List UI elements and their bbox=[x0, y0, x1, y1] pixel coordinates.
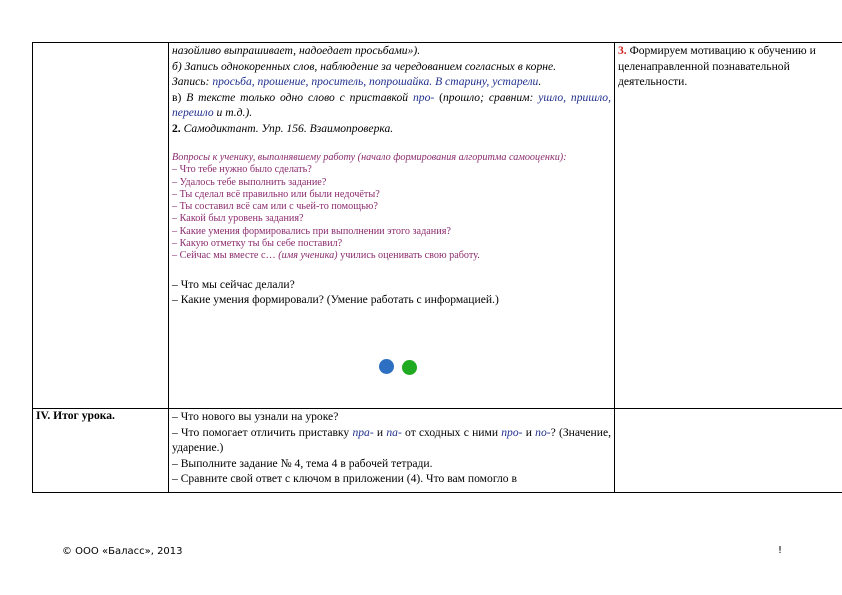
item-v: в) В тексте только одно слово с приставкой про- (прошло; сравним: ушло, пришло, перешло и т.д.). bbox=[172, 90, 611, 119]
list-item: – Ты составил всё сам или с чьей-то помощью? bbox=[172, 201, 378, 213]
summary-line-4: – Сравните свой ответ с ключом в приложении (4). Что вам помогло в bbox=[172, 472, 517, 485]
page-number: ! bbox=[778, 545, 783, 556]
stage-cell: IV. Итог урока. bbox=[33, 409, 169, 493]
list-item: – Какой был уровень задания? bbox=[172, 213, 304, 225]
green-circle-icon bbox=[402, 360, 417, 375]
item-b: б) Запись однокоренных слов, наблюдение за чередованием согласных в корне. bbox=[172, 59, 557, 73]
summary-line-1: – Что нового вы узнали на уроке? bbox=[172, 410, 339, 423]
activity-cell bbox=[169, 43, 615, 409]
table-row bbox=[33, 409, 842, 493]
goal-cell bbox=[615, 43, 842, 409]
summary-cell bbox=[169, 409, 615, 493]
list-item: – Ты сделал всё правильно или были недочёты? bbox=[172, 188, 380, 200]
list-item: – Какую отметку ты бы себе поставил? bbox=[172, 238, 343, 250]
record-line: Запись: просьба, прошение, проситель, попрошайка. В старину, устарели. bbox=[172, 75, 542, 88]
line-1: назойливо выпрашивает, надоедает просьбами»). bbox=[172, 44, 421, 57]
summary-line-3: – Выполните задание № 4, тема 4 в рабочей тетради. bbox=[172, 456, 433, 470]
after-question-2: – Какие умения формировали? (Умение работать с информацией.) bbox=[172, 293, 499, 307]
record-words: просьба, прошение, проситель, попрошайка. В старину, устарели bbox=[212, 75, 539, 88]
list-item: – Что тебе нужно было сделать? bbox=[172, 164, 312, 176]
table-row bbox=[33, 43, 842, 409]
questions-list bbox=[172, 164, 611, 262]
summary-line-2: – Что помогает отличить приставку пра- и па- от сходных с ними про- и по-? (Значение, ударение.) bbox=[172, 425, 611, 454]
list-item: – Какие умения формировались при выполнении этого задания? bbox=[172, 225, 451, 237]
list-item: – Сейчас мы вместе с… (имя ученика) учились оценивать свою работу. bbox=[172, 250, 480, 262]
footer-copyright: © ООО «Баласс», 2013 bbox=[62, 546, 183, 557]
blue-circle-icon bbox=[379, 359, 394, 374]
goal-text: Формируем мотивацию к обучению и целенаправленной познавательной деятельности. bbox=[618, 44, 816, 88]
list-item: – Удалось тебе выполнить задание? bbox=[172, 176, 327, 188]
stage-cell-empty bbox=[33, 43, 169, 409]
goal-cell-empty bbox=[615, 409, 842, 493]
questions-intro: Вопросы к ученику, выполнявшему работу (начало формирования алгоритма самооценки): bbox=[172, 152, 567, 163]
after-question-1: – Что мы сейчас делали? bbox=[172, 277, 295, 291]
item-2: 2. Самодиктант. Упр. 156. Взаимопроверка. bbox=[172, 121, 394, 135]
goal-number: 3. bbox=[618, 44, 627, 57]
lesson-table bbox=[32, 42, 842, 493]
